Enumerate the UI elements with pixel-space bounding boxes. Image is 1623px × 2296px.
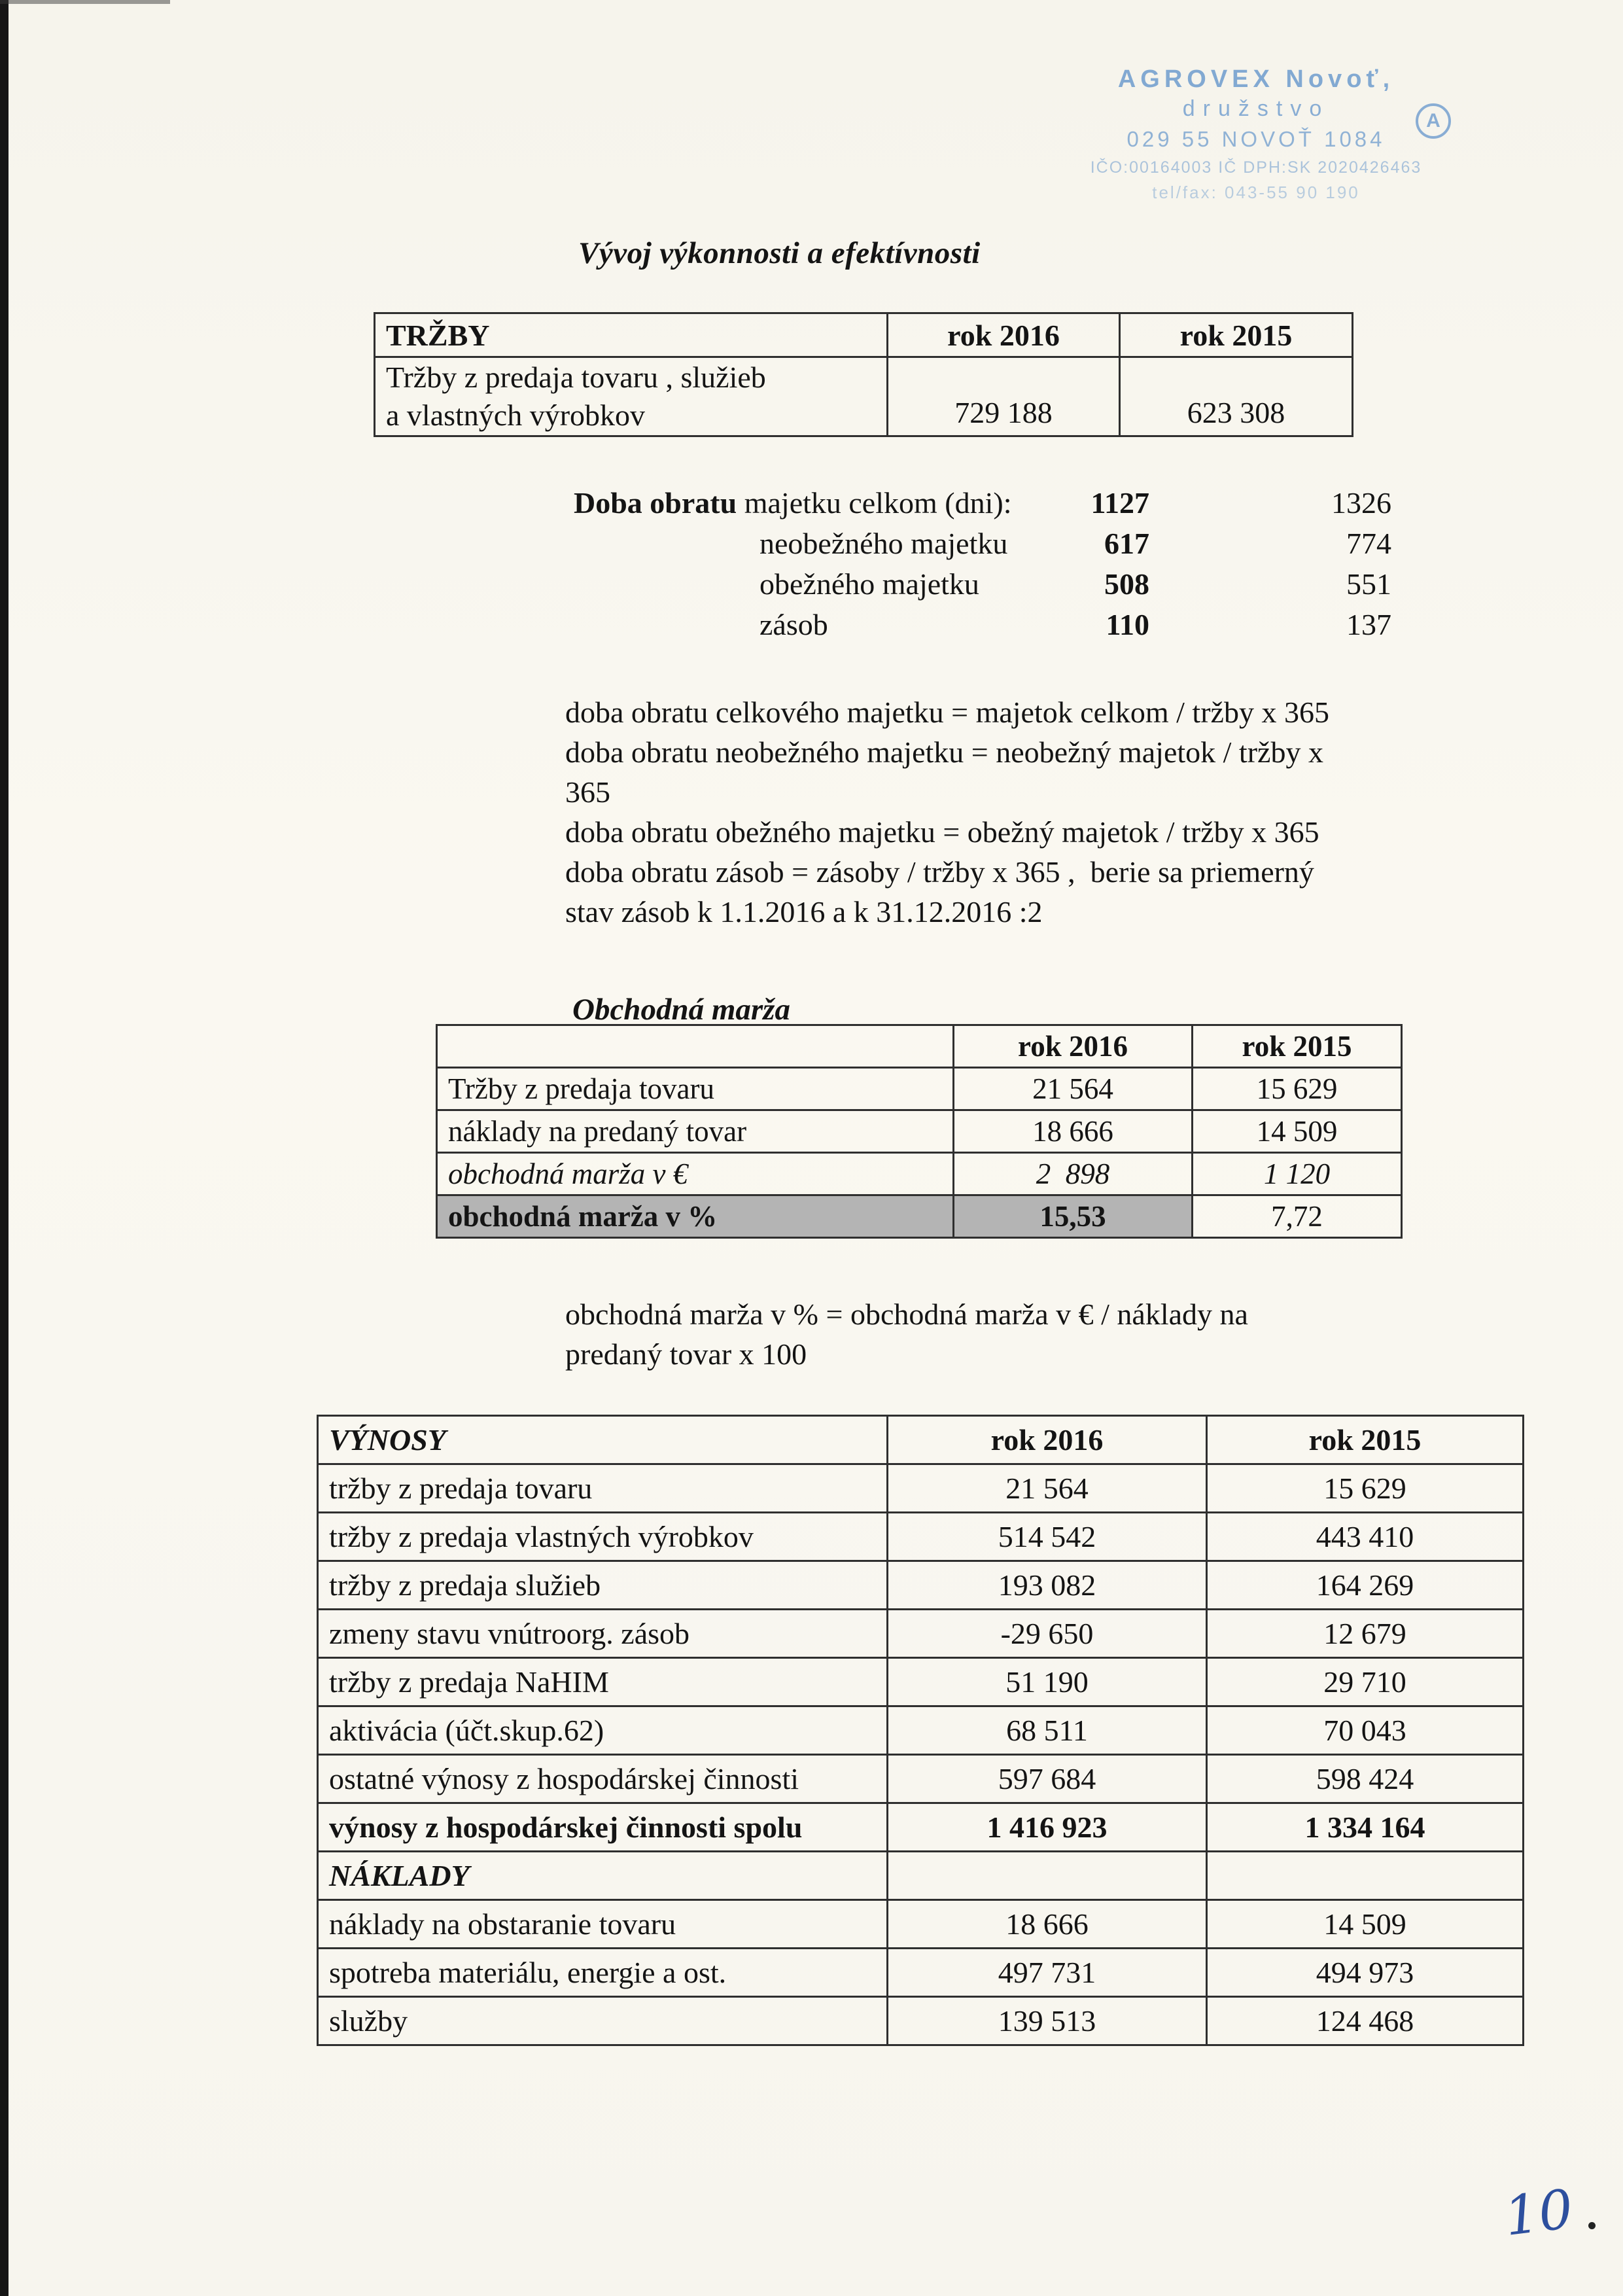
row-label: aktivácia (účt.skup.62) xyxy=(318,1706,888,1755)
doba-value-2016: 508 xyxy=(1104,567,1149,601)
doba-value-2016: 110 xyxy=(1106,608,1149,641)
circled-a-icon: A xyxy=(1416,103,1451,139)
text-line: doba obratu obežného majetku = obežný majetok / tržby x 365 xyxy=(565,815,1319,849)
row-value: 193 082 xyxy=(888,1561,1207,1610)
doba-row-label: neobežného majetku xyxy=(759,527,1008,560)
doba-value-2015: 1326 xyxy=(1331,486,1391,520)
doba-row xyxy=(574,567,1424,607)
row-value: 2 898 xyxy=(954,1153,1193,1195)
table-row xyxy=(318,1464,1524,1513)
row-value: 164 269 xyxy=(1207,1561,1524,1610)
doba-row-label: zásob xyxy=(759,608,828,641)
row-label: náklady na obstaranie tovaru xyxy=(318,1900,888,1949)
row-value: 15,53 xyxy=(954,1195,1193,1238)
stamp-address: 029 55 NOVOŤ 1084 xyxy=(1126,127,1386,151)
row-label: obchodná marža v € xyxy=(437,1153,954,1195)
table-row xyxy=(318,1561,1524,1610)
vynosy-table xyxy=(317,1415,1524,2046)
row-label: NÁKLADY xyxy=(318,1852,888,1900)
row-value: 124 468 xyxy=(1207,1997,1524,2045)
row-label: náklady na predaný tovar xyxy=(437,1110,954,1153)
row-value: 494 973 xyxy=(1207,1949,1524,1997)
row-value: 139 513 xyxy=(888,1997,1207,2045)
stamp-cooperative-label: družstvo xyxy=(1182,96,1330,121)
row-value: 12 679 xyxy=(1207,1610,1524,1658)
text-line: doba obratu zásob = zásoby / tržby x 365 , berie sa priemerný xyxy=(565,855,1314,889)
doba-row xyxy=(574,607,1424,648)
row-label-line: Tržby z predaja tovaru , služieb xyxy=(386,361,766,394)
row-value: 21 564 xyxy=(954,1068,1193,1110)
table-row xyxy=(318,1755,1524,1803)
table-row xyxy=(375,357,1353,436)
row-label: výnosy z hospodárskej činnosti spolu xyxy=(318,1803,888,1852)
row-label: zmeny stavu vnútroorg. zásob xyxy=(318,1610,888,1658)
text-line: predaný tovar x 100 xyxy=(565,1337,807,1371)
formula-text-block xyxy=(565,692,1329,932)
column-header: rok 2016 xyxy=(954,1025,1193,1068)
row-value: 15 629 xyxy=(1207,1464,1524,1513)
row-value: 14 509 xyxy=(1193,1110,1402,1153)
table-row xyxy=(318,1900,1524,1949)
table-header-row xyxy=(375,313,1353,357)
row-label: tržby z predaja tovaru xyxy=(318,1464,888,1513)
text-line: 365 xyxy=(565,775,610,809)
row-value: 1 416 923 xyxy=(888,1803,1207,1852)
formula-text-block xyxy=(565,1294,1248,1374)
row-value: 1 120 xyxy=(1193,1153,1402,1195)
row-label xyxy=(375,357,888,436)
doba-value-2016: 617 xyxy=(1104,527,1149,560)
table-header-row xyxy=(437,1025,1402,1068)
row-label: tržby z predaja vlastných výrobkov xyxy=(318,1513,888,1561)
row-value: 29 710 xyxy=(1207,1658,1524,1706)
scan-edge xyxy=(0,0,9,2296)
row-value: 623 308 xyxy=(1120,357,1353,436)
text-line: obchodná marža v % = obchodná marža v € / náklady na xyxy=(565,1298,1248,1331)
column-header: rok 2015 xyxy=(1120,313,1353,357)
table-row xyxy=(318,1658,1524,1706)
doba-row-label: Doba obratu majetku celkom (dni): xyxy=(574,486,1012,520)
doba-row xyxy=(574,526,1424,567)
column-header: rok 2015 xyxy=(1207,1416,1524,1464)
doba-obratu-block xyxy=(574,486,1424,648)
row-label: služby xyxy=(318,1997,888,2045)
row-value: 18 666 xyxy=(954,1110,1193,1153)
table-row xyxy=(437,1195,1402,1238)
row-value: 497 731 xyxy=(888,1949,1207,1997)
row-value: 7,72 xyxy=(1193,1195,1402,1238)
marza-table xyxy=(436,1024,1403,1239)
company-stamp xyxy=(1047,65,1465,203)
row-value: 21 564 xyxy=(888,1464,1207,1513)
row-label: obchodná marža v % xyxy=(437,1195,954,1238)
table-row xyxy=(318,1803,1524,1852)
column-header: rok 2016 xyxy=(888,1416,1207,1464)
table-row xyxy=(318,1513,1524,1561)
handwritten-page-number: 10 xyxy=(1501,2178,1577,2249)
doba-value-2015: 551 xyxy=(1346,567,1391,601)
row-value: 514 542 xyxy=(888,1513,1207,1561)
table-row xyxy=(437,1068,1402,1110)
doba-value-2015: 774 xyxy=(1346,527,1391,560)
stamp-telfax: tel/fax: 043-55 90 190 xyxy=(1152,183,1360,202)
row-value xyxy=(1207,1852,1524,1900)
row-label-line: a vlastných výrobkov xyxy=(386,398,646,432)
section-heading: Obchodná marža xyxy=(572,993,790,1027)
stamp-tax-ids: IČO:00164003 IČ DPH:SK 2020426463 xyxy=(1090,158,1422,177)
table-header-row xyxy=(318,1416,1524,1464)
column-header: rok 2016 xyxy=(888,313,1120,357)
row-label: Tržby z predaja tovaru xyxy=(437,1068,954,1110)
row-value: 14 509 xyxy=(1207,1900,1524,1949)
row-value: 15 629 xyxy=(1193,1068,1402,1110)
row-label: ostatné výnosy z hospodárskej činnosti xyxy=(318,1755,888,1803)
column-header: VÝNOSY xyxy=(318,1416,888,1464)
text-line: doba obratu celkového majetku = majetok celkom / tržby x 365 xyxy=(565,696,1329,729)
column-header: TRŽBY xyxy=(375,313,888,357)
doba-value-2016: 1127 xyxy=(1091,486,1149,520)
scan-edge-top xyxy=(0,0,170,4)
row-value: 597 684 xyxy=(888,1755,1207,1803)
table-row xyxy=(318,1997,1524,2045)
trzby-table xyxy=(374,312,1353,437)
table-row xyxy=(318,1610,1524,1658)
row-value: 1 334 164 xyxy=(1207,1803,1524,1852)
doba-row xyxy=(574,486,1424,526)
ink-dot xyxy=(1588,2222,1596,2229)
row-value: 598 424 xyxy=(1207,1755,1524,1803)
column-header: rok 2015 xyxy=(1193,1025,1402,1068)
row-value xyxy=(888,1852,1207,1900)
stamp-company-name: AGROVEX Novoť, xyxy=(1117,65,1395,93)
row-value: 18 666 xyxy=(888,1900,1207,1949)
row-value: 70 043 xyxy=(1207,1706,1524,1755)
text-line: stav zásob k 1.1.2016 a k 31.12.2016 :2 xyxy=(565,895,1043,928)
row-label: spotreba materiálu, energie a ost. xyxy=(318,1949,888,1997)
text-line: doba obratu neobežného majetku = neobežný majetok / tržby x xyxy=(565,735,1323,769)
row-value: 729 188 xyxy=(888,357,1120,436)
row-value: 51 190 xyxy=(888,1658,1207,1706)
table-row xyxy=(437,1153,1402,1195)
table-row xyxy=(437,1110,1402,1153)
doba-row-label: obežného majetku xyxy=(759,567,979,601)
row-label: tržby z predaja služieb xyxy=(318,1561,888,1610)
row-value: -29 650 xyxy=(888,1610,1207,1658)
table-row xyxy=(318,1852,1524,1900)
row-label: tržby z predaja NaHIM xyxy=(318,1658,888,1706)
table-row xyxy=(318,1949,1524,1997)
row-value: 443 410 xyxy=(1207,1513,1524,1561)
column-header xyxy=(437,1025,954,1068)
row-value: 68 511 xyxy=(888,1706,1207,1755)
page-title: Vývoj výkonnosti a efektívnosti xyxy=(578,236,981,270)
doba-value-2015: 137 xyxy=(1346,608,1391,641)
table-row xyxy=(318,1706,1524,1755)
